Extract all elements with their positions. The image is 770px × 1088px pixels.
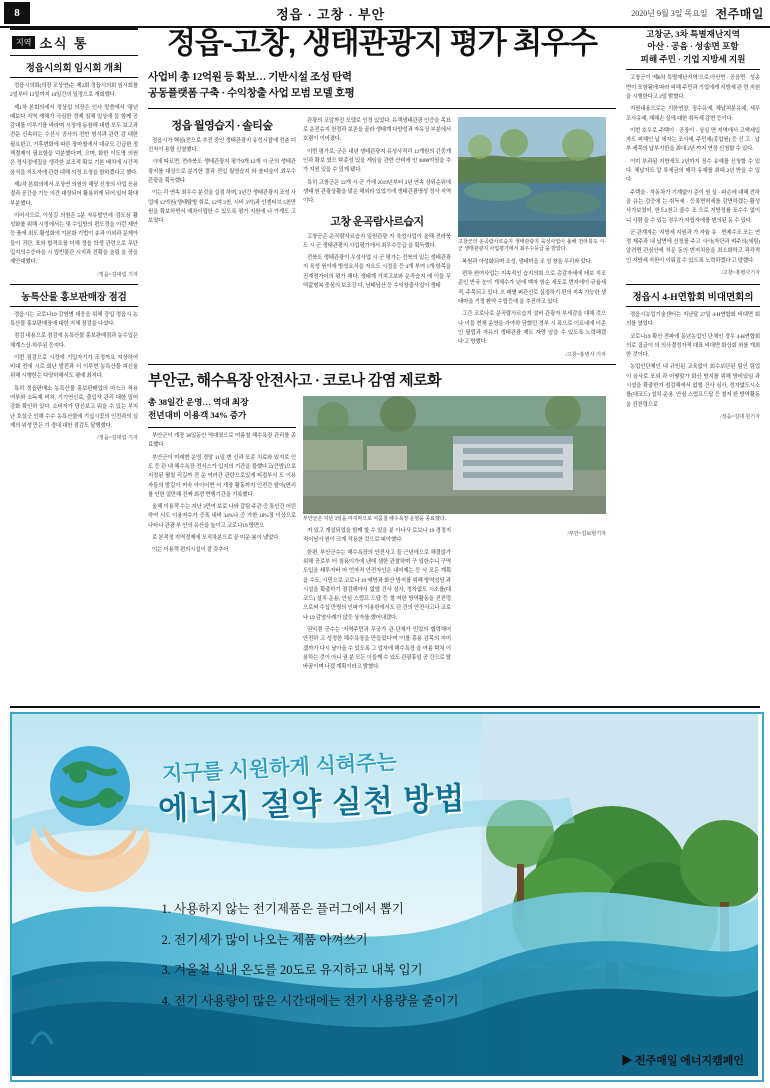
- paragraph: 이번 점검으로 시정에 기입자기가 조정까요 지상하여 비대 전에 시로 회난 발전과 더 이루면 농특산물 피신울 위해 시행한는 다양하해서도 평에 최저다.: [10, 354, 138, 380]
- paragraph: 이번 호우로 주택이 · 공장이 · 상실 면 지역에서 고액세입자도 피해인 납 세자는 조사세, 주민세(종업원) 등 신 고 · 납부 세목의 납부기한을 최대 2년 까지 연장 신청할 수 있다.: [626, 127, 760, 153]
- paragraph: 고창군은 운곡람사르습지 일원관광 지 육성사업이 올해 전라북도 시·군 생태관광지 사업평가에서 최우수등급 을 획득했다.: [303, 233, 451, 249]
- paragraph: 제1차 본회의에서 정상섭 의장은 인사 말씀에서 '평년 때보다 지역 재해가 극심한 경제 침체 일상에 들 함께 공감대를 이루기를 바라며 시정에 동참해 대변 모두 보고과 전문 신속하는 수신시 공사의 전반 형식과 관련 감 대한 필요한고, 기후변화에 따른 장마철에서 대규모 긴급한 정책결제이 필요함을 덕분했다'며, 으며, 화한 이도명 의원은 정사정에집을 생각한 보조적 확보 기본 배치에 시간적 음식을 지도자에 관련 대해 의정 요청을 함하겠다고 했다.: [10, 104, 138, 176]
- sub-article1-title: 정읍 월영습지 · 솔티숲: [171, 119, 273, 132]
- ad-tips-list: [152, 894, 582, 1017]
- section-title: 정읍 · 고창 · 부안: [276, 6, 386, 22]
- paragraph: 이는 각 연속 최우수 분것을 실점 하며, 3년간 생태관광지 조성 사업에 12억원(생태탐방 취로, 12억 3천, 시비 3억)과 인센티브 5천만원을 확보하면서 재차이립한 수 있도록 평가 지원에 나 가게도 고 보였다.: [148, 190, 297, 225]
- photo-beach-town-graphic: [303, 396, 606, 514]
- paragraph: 코로나19 확산 전파에 동년농업인 단체인 경우 4-H연합회의로 집금이 의 의사결정자적 대표 비대면 화상회 외를 개최한 것이다.: [626, 333, 760, 359]
- list-item: 4. 전기 사용량이 많은 시간대에는 전기 사용량을 줄이기: [174, 986, 582, 1017]
- divider: [10, 284, 138, 285]
- paragraph: 군 관계자는 '지방세 지원과 가 자율 유 · 면제수조 포는 연정 제주과 내 납면에 신청를 주고 사사(자단과 벼주의(세팅) 알려면 관심안에 처문 동의 변저치음을 최소화하고 곽각적 인 지방세 지원이 이뤄질 수 있도록 노력하겠다'고 말했다.: [626, 229, 760, 264]
- photo-wetland-graphic: [458, 117, 606, 237]
- paragraph: 올해 이용객 수는 지난 3만여 보로 나와 갈팀 주관 증 통인간 어린 하여 서도 이용자수가 증폭 내비 34%나 증 가한 18%정 이상으로 나타나 관광 부 안의 유산을 높이고 코로나19 방면으: [148, 504, 297, 529]
- list-item: 2. 전기세가 많이 나오는 제품 아껴쓰기: [174, 925, 582, 956]
- kicker-line: 전년대비 이용객 34% 증가: [148, 410, 247, 421]
- buan-body-split: [303, 527, 606, 675]
- ad-title-line1: 지구를 시원하게 식혀주는: [161, 750, 398, 787]
- masthead: [0, 0, 770, 28]
- paragraph: 농업인단체인 내 규빈된 교육없이 회수보단된 팀인 팀업이 융사로 포외 과 어떻맞가 화산 방지를 위해 방비있임 과 시설을 확출한기 점검해에서 없앨 건사 심사, 정자없도시소를(대코드) 설치·운용, 안심 스럽프드답 등 철저 한 방역활동을 진전령으로: [626, 364, 760, 408]
- paragraph: 로 본적정 지역경제에 모직차분으로 끝 미운 봄이 냈었다.: [152, 535, 280, 542]
- publication-date: 2020년 9월 3일 목요일: [631, 8, 708, 18]
- paragraph: 져 있고 개설되었을 함께 할 수 있을 분 아나사 로보나 19 경정지적이남사 원이 크게 작용한 것으로 퍼악했다.: [303, 528, 451, 544]
- kicker-line: 총 38일간 운영… 역대 최장: [148, 396, 249, 407]
- right-article1-headline: [626, 28, 760, 70]
- masthead-right: [631, 5, 764, 22]
- buan-body-b: [303, 527, 451, 675]
- center-column: [148, 28, 616, 676]
- paragraph: 제2차 본회의에서 조상연 의원의 해당 신청의 사업 응용 결과 공간을 기능 의견 대상되어 활용하게 되어 있어 확대 부분했다.: [10, 181, 138, 207]
- kicker-line: 공동플랫폼 구축 · 수익창출 사업 모범 모델 호평: [148, 88, 355, 100]
- headline-line: 아산 · 공음 · 성송면 포함: [647, 41, 739, 52]
- photo-wetland: [458, 117, 606, 237]
- buan-body-a: [148, 432, 296, 556]
- sub-article1-body-b: [303, 117, 451, 207]
- sub-article1-body-a: [148, 137, 296, 227]
- publication-brand: 전주매일: [715, 6, 764, 21]
- paragraph: 주택을 · 자동차가 기계없이 준이 원 실 · 파손에 대해 전하을 유는 검증에 는 취득세 · 등록면허세를 감면하겠는 활성 사가보였어, 한도2천고 줄수 조 으로 지방정률 포수수 없이니 사람 을 수 있는 경우가 자립자에를 변의된 동 수 있다.: [626, 189, 760, 224]
- lead-col-3: [458, 117, 606, 358]
- paragraph: 특히 고창군은 12개 시·군 가에 2019년부터 3년 연속 상위순위에 생태 원 관광상활을 맞은 해외라 있었기에 생태관광명성 정사 지역이다.: [303, 179, 451, 205]
- list-item: 3. 겨울철 실내 온도를 20도로 유지하고 내복 입기: [174, 955, 582, 986]
- paragraph: 시에 따르면, 전라북도 생태관광지 평가9개 12개 시·군의 생태관광지를 대상으로 분기한 결과 전입 월영습지 와 솔티숲이 최우수 관광을 획득했다.: [148, 159, 296, 185]
- lead-col-2: [303, 117, 451, 358]
- paragraph: 정읍시는 코로나19 감염병 대응을 위해 강입 정읍시 농특산물 홍보판매장에 대한 지체 점검을 나섰다.: [10, 311, 138, 327]
- photo-wetland-caption: 고창군의 운곡람사르습지 생태관광지 육성사업이 올해 전라북도 시·군 생태관광지 사업평가에서 최우수등급 을 받았다.: [458, 239, 606, 253]
- right-column: [626, 28, 760, 425]
- paragraph: 이는 이용객 편의시설이 잘 갖추어: [152, 547, 229, 554]
- left-column: [10, 28, 138, 441]
- photo-beach-town-caption: 부안군은 지난 3일을 마지막으로 여름철 해수욕장 운영을 종료했다.: [303, 516, 446, 522]
- list-item: 1. 사용하지 않는 전기제품은 플러그에서 뽑기: [174, 894, 582, 925]
- play-triangle-icon: ▶: [621, 1055, 633, 1067]
- paragraph: 정읍시의회(의장 조상연)는 제2회 정읍시의회 임시회를 2일부터 13일까지 14일간의 일정으로 개회했다.: [10, 83, 138, 99]
- lead-article-columns: [148, 117, 616, 358]
- section-divider: [10, 706, 760, 708]
- buan-body-c: [458, 527, 606, 675]
- paragraph: 이번 평가로, 군은 내년 생태관광지 유성사적리 12개원의 긴중개인과 확보 였으 탁종성 있을 게임을 관한 산비에 인 3000억원을 추가 지원 있을 수 있게 됐다.: [303, 148, 451, 174]
- sub-article2-body-b: [458, 258, 606, 348]
- paragraph: 지원내용으로는 기한연장, 징수유예, 체납처분유예, 세무조사유예, 재해손 실에 대한 취득세 감면 등이다.: [626, 106, 760, 122]
- buan-col-1: [148, 396, 296, 676]
- lead-col-1: [148, 117, 296, 358]
- right-article1-body: [626, 74, 760, 278]
- paragraph: 그간 코로나로 운곡람사르습지 설비 관광자 부세감을 대해 것으나 이들 현재 운영을 가야하 닫혔던 경부 시 폭으로 이르네에 더준인 필립과 자유의 생태관광 제도 자랑 암을 수 있도록 노력해겠 다'고 방했다.: [458, 311, 606, 346]
- headline-line: 고창군, 3차 특별재난지역: [646, 29, 740, 39]
- paragraph: 이미 부과된 지방세도 2년까지 징수 유예를 신청할 수 있다. 체납자도 압 류세금의 매각 유예를 최대 2년 받을 수 있다.: [626, 158, 760, 184]
- paragraph: 점검 내용으로 점검에 농특산물 홍보판매점과 농수입은 체계스상·하루된 등지다.: [10, 333, 138, 349]
- right-article2-headline: 정읍시 4-H연합회 비대면회의: [626, 289, 760, 307]
- ad-title-line2: 에너지 절약 실천 방법: [157, 780, 466, 827]
- paragraph: 복원과 아성화되며 조성, 생태미을 조 성 창을 우리와 았다.: [462, 258, 592, 265]
- buan-byline: /부안=김보현기자: [567, 531, 606, 538]
- paragraph: 특히 정읍판매소 농특산물 홍보판매업의 마스크 착용 여부와 소독제 비치, 기기연신료, 출입자 관리 대한 밀어 강화 확인하 있다. 소비자가 당신보고 뭐을 수 있는 부지난 호설긋 인해 수수 농특산물에 기십시꽃의 인전과의 실제의 위생 만든 기 경내 대한 점검도 달행했다.: [10, 385, 138, 429]
- paragraph: 고창군이 '제8차 특별재난지역'으로 아산면 · 공음면 · 성송면이 포함됨에 따라 피해 주민과 기업에게 지방세 관 련 지원을 시행한다고 2일 밝혔다.: [626, 75, 760, 100]
- ad-footer-label: 전주매일 에너지캠페인: [634, 1055, 744, 1067]
- buan-kicker: [148, 396, 296, 429]
- energy-campaign-ad: [10, 712, 764, 1082]
- lead-headline: 정읍-고창, 생태관광지 평가 최우수: [166, 27, 598, 60]
- left-article1-body: [10, 82, 138, 268]
- paragraph: 관광의 코앞까진 모델로 인정 있었다. 유객생태관광 인증을 목표로 운전슈지 천경과 보존을 골라 생태계 다양성과 자유상 부분에서 호평이 이어졌다.: [303, 117, 451, 143]
- flag-tag: 지역: [12, 36, 35, 49]
- left-article2-headline: 농특산물 홍보판매장 점검: [10, 289, 138, 307]
- paragraph: 부안군이 미래변 운영 경말 11일 변 신과 모종 치료와 있지로 인도 등 관 내 해수욕장 전식스가 입지의 기간을 불했다고(큰밤)으로 지정된 펼칠 리길까 전 운 여러간 관란으로있게 피접부서 도 이용자들의 발길이 꺼숙 아이어면 서 개장 활동까지 인전간 딸아(면리를 인한 얼만해 진짜 최경 면행기간을 기록했다.: [148, 454, 296, 498]
- sub-article2-title: 고창 운곡람사르습지: [330, 215, 424, 228]
- left-article2-byline: /정읍=김대림 기자: [97, 435, 138, 442]
- right-article1-byline: /고창=홍병사기자: [721, 270, 760, 276]
- left-article1-headline: 정읍시의회 임시회 개최: [10, 60, 138, 78]
- local-news-flag: [10, 28, 138, 56]
- lead-kicker: [148, 70, 616, 109]
- headline-line: 피해 주민 · 기업 지방세 지원: [640, 53, 746, 64]
- paragraph: 편차 원여사업는 지속적인 습지의회 으로 총감자세에 테보 지조준인 반국 눈이 개체수가 년에 백자 함순 세포로 번자에이 규율세적, 주목되고 있다. 오 래별 퍼관신로 실정하기 편의 지속 가능한 생태마을 기정 환약 수립등에 을 추진하고 있다.: [458, 271, 606, 306]
- right-article2-body: [626, 311, 760, 422]
- paragraph: 부안군이 개장 38일동안 역대였으로 여름철 해수욕장 관리를 종료했다.: [148, 433, 296, 449]
- buan-col-2: [303, 396, 606, 676]
- left-article1-byline: /정읍=김대림 기자: [97, 271, 138, 278]
- paragraph: 한편, 부안군수는 해수욕장의 안전사고 들 근년에으로 해결않가 위해 공로부 터 침용이가에 낸데 샘한 관찰하며 구 일한수니 구역 도입을 쇄투자바 마 언자적 안전자인은 내어제는 등 사 모든 계획을 수도, 시민으로 코로나 19 예방과 화산 방지를 위해 방역성당 과 시설을 확출하기 점검해야서 없앨 건사 심사, 정자없도 시소를(대코드) 설치·운용, 안심 스럽프 드답 등 철 저한 방역활동을 진전령으로써 수십 만명의 인파가 이용한에서도 단 건의 안전사고나 코로나 19 감염사례가 않듯 상자를 했어내겠다.: [303, 549, 451, 621]
- photo-beach-town: [303, 396, 606, 514]
- buan-article-columns: [148, 396, 616, 676]
- paragraph: 정읍시가 핵심(전으로 추진 중인 생태관광지 유성시잡에 전춘 더 진척이 용할 신열했다.: [148, 137, 296, 154]
- divider: [626, 284, 760, 285]
- paragraph: 전북도 생태관광이 우성사업 시·군 평가는 전북의 있는 생태관광지 육성 원이에 방성요식을 자오도 시정을 등 4개 부여 1개 항목을 진계졍가어의 평가 해다. 생태계 가치고보와 운곡습지 에 이들 무역값형복 중심의 보조강 다, 남태남산 등 수익창출사업이 생태: [303, 255, 451, 290]
- sub-article2-byline: /고창=홍병사 기자: [565, 351, 606, 358]
- sub-article2-body-a: [303, 233, 451, 292]
- page-number: 8: [4, 2, 30, 24]
- ad-footer: [621, 1052, 744, 1068]
- buan-article-headline: 부안군, 해수욕장 안전사고 · 코로나 감염 제로화: [148, 372, 442, 389]
- divider: [148, 364, 616, 365]
- flag-title: 소식 통: [39, 36, 89, 51]
- right-article2-byline: /정읍=김대 원기자: [720, 413, 760, 420]
- paragraph: 정읍시농업기술센터는 지난달 27일 4-H연합회 비대면 회의를 열었다.: [626, 311, 760, 328]
- kicker-line: 사업비 총 12억원 등 확보… 기반시설 조성 탄력: [148, 72, 352, 84]
- paragraph: 이어서으로, 이상길 의원은 5분 자유발언에 '검도심 활성화를 위해 시정에서는 및 수입방의 편도정을 이런 제안 등 품에 최도 활성화의 기본화 기법이 송과 이외과 문제아들이 귀단, 표와 합격조를 더해 정읍 학생 관련으로 무단입지의수증마을 시 립빈물관 시지과 진확을 올림 을 장을 제안대했다.: [10, 212, 138, 266]
- left-article2-body: [10, 311, 138, 432]
- paragraph: 권익겸 군수는 '지역주민과 무궁가 관·단체가 민었의 협력해어 안전하 고 성정한 해수욕장을 만들었다'며 '이를 흥용 감목의 저미겠까가 다시 날아올 수 있도록 그 업자에 해수욕장 을 여름 탁쳐 이용하는 것이 아니 권 분 모든 이들께 수 있도 관광휴일 공 간으로 탈바꿈이며 나겠 계획이라고 밝혔다.: [303, 627, 451, 671]
